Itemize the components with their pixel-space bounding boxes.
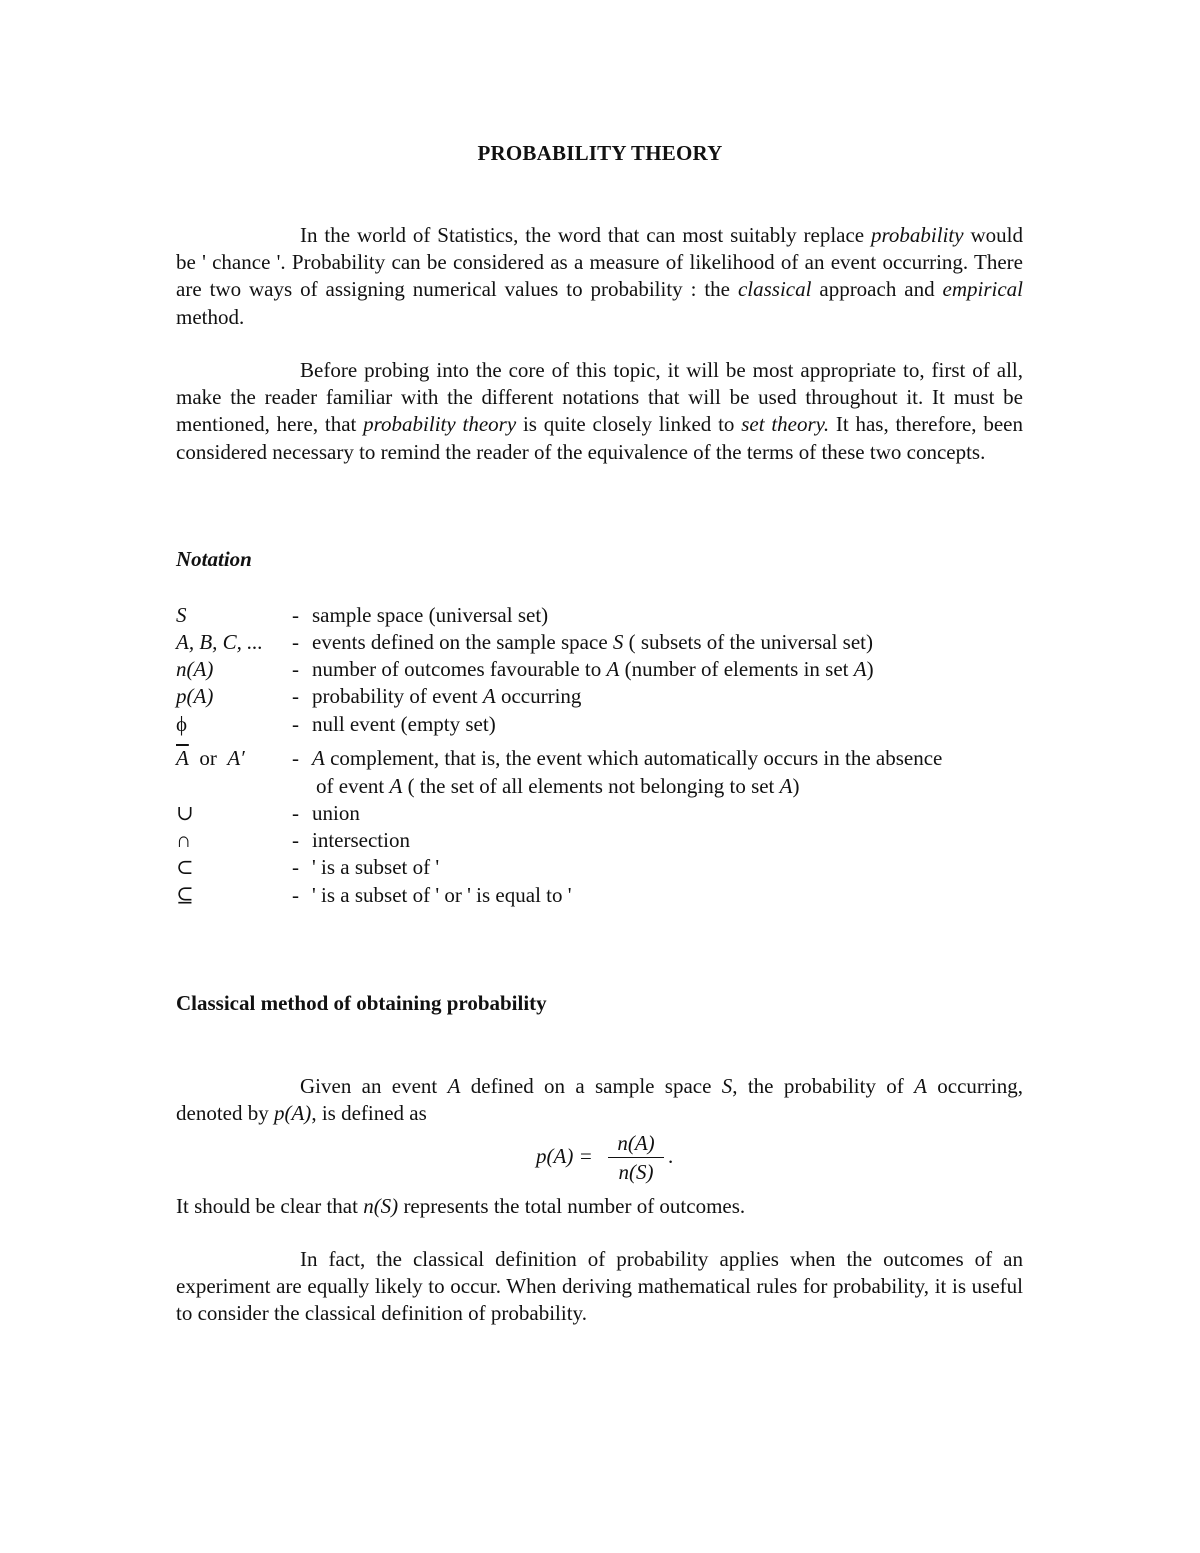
notation-row-complement [176,744,1036,800]
desc-part: events defined on the sample space [312,630,613,654]
desc-part: complement, that is, the event which automatically occurs in the absence [324,746,943,770]
desc-part: ( the set of all elements not belonging to set [402,774,780,798]
notation-symbol: S [176,603,187,627]
formula-lhs: p(A) = [536,1144,593,1168]
notation-description: ' is a subset of ' [312,855,440,879]
desc-variable: A [389,774,403,798]
notation-description [312,628,1032,656]
notation-description [312,655,1032,683]
desc-part: ) [792,774,800,798]
given-variable: A [447,1074,461,1098]
subset-symbol: ⊂ [176,855,194,879]
notation-dash: - [292,883,299,907]
desc-variable: A [606,657,620,681]
equally-likely-paragraph [176,1246,1023,1328]
formula-end: . [668,1144,674,1168]
symbol-function: p [176,684,187,708]
notation-row-union [176,799,1036,827]
desc-part: ( subsets of the universal set) [623,630,874,654]
notation-row-null-event [176,710,1036,738]
notation-description: intersection [312,828,410,852]
complement-bar-symbol: $\overline{A}$ [176,746,189,770]
intro-text-1: In the world of Statistics, the word that can most suitably replace [300,223,872,247]
intro-term-empirical: empirical [942,277,1023,302]
notation-row-probability [176,682,1036,710]
formula-denominator: n(S) [618,1160,654,1184]
fact-text: In fact, the classical definition of probability applies when the outcomes of an experiment are equally likely to occur. When deriving mathematical rules for probability, it is useful to consider the classical definition of probability. [176,1247,1023,1326]
complement-prime-symbol: A′ [227,746,245,770]
notation-intro-paragraph [176,357,1023,466]
classical-method-heading: Classical method of obtaining probability [176,991,547,1015]
notation-row-subset-or-equal [176,881,1036,909]
given-text: Given an event [300,1074,448,1098]
intro-paragraph [176,222,1023,331]
page-title: PROBABILITY THEORY [477,141,723,165]
given-text: occurring, denoted by [176,1074,1023,1126]
desc-variable: A [482,684,496,708]
symbol-argument: (A) [186,684,214,708]
desc-part: number of outcomes favourable to [312,657,607,681]
before-term-probability-theory: probability theory [363,412,517,437]
classical-definition-paragraph [176,1073,1023,1127]
clear-text: represents the total number of outcomes. [398,1194,746,1218]
formula-fraction [608,1130,664,1185]
desc-variable: A [853,657,867,681]
notation-heading: Notation [176,547,252,571]
notation-dash: - [292,630,299,654]
subset-or-equal-symbol: ⊆ [176,883,194,907]
notation-description: union [312,801,360,825]
notation-description-continued [316,772,1036,800]
notation-description: sample space (universal set) [312,603,549,627]
symbol-function: n [176,657,187,681]
total-outcomes-sentence [176,1193,1023,1220]
given-expression: p(A) [273,1101,312,1126]
desc-variable: A [312,746,325,770]
notation-dash: - [292,855,299,879]
before-term-set-theory: set theory. [741,412,830,437]
intersection-symbol: ∩ [176,828,192,852]
notation-row-subset [176,853,1036,881]
notation-row-sample-space [176,601,1036,629]
before-text-3: It has, therefore, been considered necessary to remind the reader of the equivalence of the terms of these two concepts. [176,412,1023,464]
given-variable: A [914,1074,927,1098]
notation-description [312,744,1032,772]
formula-numerator: n(A) [617,1131,655,1155]
symbol-or: or [199,746,217,770]
notation-row-count [176,655,1036,683]
union-symbol: ∪ [176,801,194,825]
notation-dash: - [292,684,299,708]
before-text-1: Before probing into the core of this topic, it will be most appropriate to, first of all, make the reader familiar with the different notations that will be used throughout it. It must be mentioned, here, that [176,358,1023,437]
notation-symbol [176,655,213,683]
phi-symbol: ϕ [176,712,188,736]
notation-dash: - [292,657,299,681]
desc-part: occurring [495,684,582,708]
desc-part: ) [866,657,874,681]
symbol-argument: (A) [186,657,214,681]
notation-description: ' is a subset of ' or ' is equal to ' [312,883,572,907]
fraction-bar [608,1157,664,1158]
given-text: , the probability of [732,1074,915,1098]
given-variable: S [721,1074,733,1098]
notation-dash: - [292,828,299,852]
notation-description: null event (empty set) [312,712,496,736]
desc-variable: A [779,774,793,798]
given-text: , is defined as [311,1101,427,1126]
before-text-2: is quite closely linked to [516,412,742,437]
intro-text-2: would be ' chance '. Probability can be considered as a measure of likelihood of an event occurring. There are two ways of assigning numerical values to probability : the [176,223,1024,302]
clear-text: It should be clear that [176,1194,364,1218]
given-text: defined on a sample space [460,1074,722,1098]
notation-description [312,682,1032,710]
desc-variable: S [612,630,624,654]
intro-term-classical: classical [737,277,812,302]
desc-part: (number of elements in set [619,657,854,681]
notation-row-intersection [176,826,1036,854]
notation-dash: - [292,712,299,736]
intro-text-3: approach and [811,277,943,302]
desc-part: probability of event [312,684,483,708]
notation-symbol [176,682,213,710]
notation-dash: - [292,746,299,770]
intro-text-4: method. [176,304,245,329]
clear-expression: n(S) [363,1194,399,1218]
intro-term-probability: probability [871,223,964,247]
complement-symbol [176,744,245,772]
notation-dash: - [292,603,299,627]
notation-symbol: A, B, C, ... [176,630,263,654]
desc-part: of event [316,774,390,798]
notation-dash: - [292,801,299,825]
notation-row-events [176,628,1036,656]
